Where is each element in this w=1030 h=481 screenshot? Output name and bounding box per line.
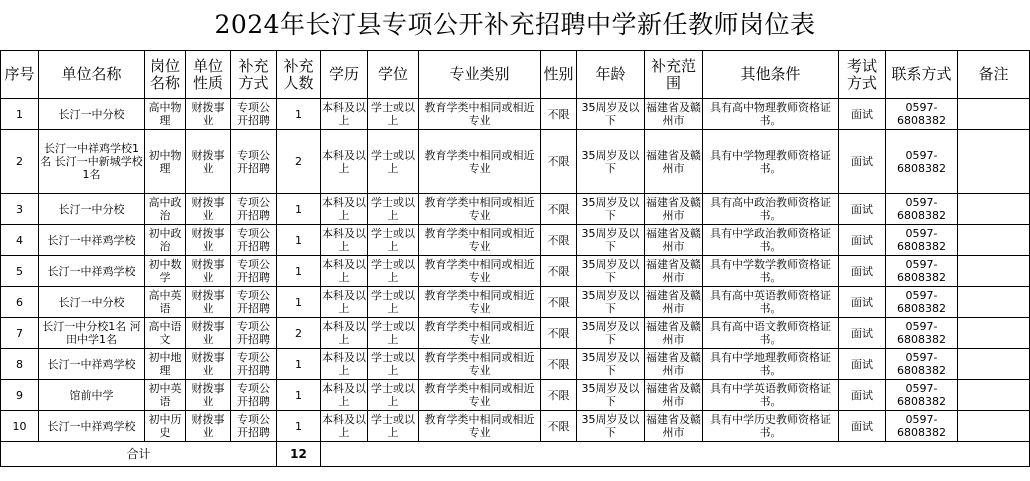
cell-count: 1 [277, 349, 321, 380]
cell-unit-type: 财拨事业 [186, 287, 231, 318]
cell-seq: 10 [1, 411, 39, 442]
cell-gender: 不限 [541, 349, 577, 380]
header-row [1, 51, 1030, 99]
cell-contact: 0597-6808382 [886, 380, 958, 411]
cell-post: 初中历史 [145, 411, 186, 442]
cell-method: 专项公开招聘 [231, 256, 277, 287]
header-unit: 单位名称 [39, 51, 145, 99]
cell-seq: 5 [1, 256, 39, 287]
cell-seq: 8 [1, 349, 39, 380]
total-count: 12 [277, 442, 321, 467]
cell-unit-type: 财拨事业 [186, 225, 231, 256]
header-age: 年龄 [577, 51, 645, 99]
cell-contact: 0597-6808382 [886, 130, 958, 194]
cell-education: 本科及以上 [321, 256, 368, 287]
cell-education: 本科及以上 [321, 225, 368, 256]
cell-seq: 3 [1, 194, 39, 225]
cell-scope: 福建省及赣州市 [645, 349, 703, 380]
cell-education: 本科及以上 [321, 130, 368, 194]
cell-remark [958, 349, 1030, 380]
cell-contact: 0597-6808382 [886, 194, 958, 225]
table-row [1, 194, 1030, 225]
total-label: 合计 [1, 442, 277, 467]
cell-major: 教育学类中相同或相近专业 [419, 256, 541, 287]
cell-major: 教育学类中相同或相近专业 [419, 99, 541, 130]
cell-gender: 不限 [541, 380, 577, 411]
cell-count: 1 [277, 225, 321, 256]
table-body [1, 99, 1030, 467]
cell-degree: 学士或以上 [368, 287, 419, 318]
cell-contact: 0597-6808382 [886, 287, 958, 318]
cell-degree: 学士或以上 [368, 130, 419, 194]
cell-seq: 6 [1, 287, 39, 318]
cell-method: 专项公开招聘 [231, 130, 277, 194]
cell-major: 教育学类中相同或相近专业 [419, 194, 541, 225]
cell-degree: 学士或以上 [368, 349, 419, 380]
header-major: 专业类别 [419, 51, 541, 99]
cell-age: 35周岁及以下 [577, 349, 645, 380]
cell-major: 教育学类中相同或相近专业 [419, 411, 541, 442]
cell-contact: 0597-6808382 [886, 256, 958, 287]
cell-unit: 馆前中学 [39, 380, 145, 411]
cell-gender: 不限 [541, 194, 577, 225]
cell-contact: 0597-6808382 [886, 225, 958, 256]
header-scope: 补充范围 [645, 51, 703, 99]
header-education: 学历 [321, 51, 368, 99]
cell-seq: 2 [1, 130, 39, 194]
cell-unit: 长汀一中祥鸡学校 [39, 256, 145, 287]
cell-scope: 福建省及赣州市 [645, 130, 703, 194]
table-row [1, 349, 1030, 380]
cell-method: 专项公开招聘 [231, 380, 277, 411]
header-contact: 联系方式 [886, 51, 958, 99]
recruitment-table [0, 50, 1030, 467]
cell-count: 2 [277, 318, 321, 349]
cell-remark [958, 287, 1030, 318]
cell-post: 初中英语 [145, 380, 186, 411]
cell-contact: 0597-6808382 [886, 99, 958, 130]
cell-exam: 面试 [839, 287, 886, 318]
cell-count: 1 [277, 194, 321, 225]
cell-other: 具有高中政治教师资格证书。 [703, 194, 839, 225]
cell-scope: 福建省及赣州市 [645, 411, 703, 442]
cell-method: 专项公开招聘 [231, 194, 277, 225]
cell-unit: 长汀一中祥鸡学校1名 长汀一中新城学校1名 [39, 130, 145, 194]
cell-post: 高中语文 [145, 318, 186, 349]
cell-scope: 福建省及赣州市 [645, 380, 703, 411]
cell-method: 专项公开招聘 [231, 318, 277, 349]
cell-method: 专项公开招聘 [231, 99, 277, 130]
table-row [1, 287, 1030, 318]
cell-count: 1 [277, 380, 321, 411]
cell-unit-type: 财拨事业 [186, 194, 231, 225]
header-exam: 考试方式 [839, 51, 886, 99]
cell-age: 35周岁及以下 [577, 411, 645, 442]
cell-remark [958, 256, 1030, 287]
cell-age: 35周岁及以下 [577, 318, 645, 349]
cell-post: 初中政治 [145, 225, 186, 256]
header-post: 岗位名称 [145, 51, 186, 99]
cell-major: 教育学类中相同或相近专业 [419, 380, 541, 411]
cell-exam: 面试 [839, 349, 886, 380]
table-row [1, 225, 1030, 256]
header-method: 补充方式 [231, 51, 277, 99]
cell-scope: 福建省及赣州市 [645, 99, 703, 130]
cell-remark [958, 318, 1030, 349]
cell-degree: 学士或以上 [368, 194, 419, 225]
cell-exam: 面试 [839, 411, 886, 442]
cell-unit-type: 财拨事业 [186, 411, 231, 442]
cell-post: 初中数学 [145, 256, 186, 287]
header-gender: 性别 [541, 51, 577, 99]
cell-degree: 学士或以上 [368, 411, 419, 442]
cell-education: 本科及以上 [321, 380, 368, 411]
cell-age: 35周岁及以下 [577, 225, 645, 256]
cell-other: 具有中学英语教师资格证书。 [703, 380, 839, 411]
cell-method: 专项公开招聘 [231, 225, 277, 256]
page-title: 2024年长汀县专项公开补充招聘中学新任教师岗位表 [214, 10, 816, 39]
cell-age: 35周岁及以下 [577, 130, 645, 194]
cell-other: 具有中学历史教师资格证书。 [703, 411, 839, 442]
cell-major: 教育学类中相同或相近专业 [419, 318, 541, 349]
cell-gender: 不限 [541, 287, 577, 318]
cell-other: 具有中学物理教师资格证书。 [703, 130, 839, 194]
cell-scope: 福建省及赣州市 [645, 318, 703, 349]
cell-method: 专项公开招聘 [231, 349, 277, 380]
cell-count: 2 [277, 130, 321, 194]
cell-other: 具有中学数学教师资格证书。 [703, 256, 839, 287]
cell-method: 专项公开招聘 [231, 411, 277, 442]
cell-age: 35周岁及以下 [577, 194, 645, 225]
table-row [1, 411, 1030, 442]
header-degree: 学位 [368, 51, 419, 99]
cell-scope: 福建省及赣州市 [645, 194, 703, 225]
cell-seq: 4 [1, 225, 39, 256]
cell-unit: 长汀一中祥鸡学校 [39, 411, 145, 442]
cell-major: 教育学类中相同或相近专业 [419, 130, 541, 194]
cell-count: 1 [277, 99, 321, 130]
table-row [1, 256, 1030, 287]
cell-remark [958, 380, 1030, 411]
cell-education: 本科及以上 [321, 411, 368, 442]
cell-other: 具有中学政治教师资格证书。 [703, 225, 839, 256]
cell-degree: 学士或以上 [368, 380, 419, 411]
cell-major: 教育学类中相同或相近专业 [419, 225, 541, 256]
cell-remark [958, 130, 1030, 194]
cell-age: 35周岁及以下 [577, 256, 645, 287]
cell-remark [958, 225, 1030, 256]
cell-exam: 面试 [839, 99, 886, 130]
cell-unit: 长汀一中祥鸡学校 [39, 349, 145, 380]
cell-scope: 福建省及赣州市 [645, 225, 703, 256]
table-row [1, 130, 1030, 194]
total-row [1, 442, 1030, 467]
header-other: 其他条件 [703, 51, 839, 99]
header-count: 补充人数 [277, 51, 321, 99]
header-unit-type: 单位性质 [186, 51, 231, 99]
cell-gender: 不限 [541, 225, 577, 256]
cell-major: 教育学类中相同或相近专业 [419, 287, 541, 318]
table-row [1, 380, 1030, 411]
cell-post: 高中物理 [145, 99, 186, 130]
table-row [1, 99, 1030, 130]
cell-degree: 学士或以上 [368, 318, 419, 349]
cell-age: 35周岁及以下 [577, 99, 645, 130]
cell-seq: 7 [1, 318, 39, 349]
cell-exam: 面试 [839, 130, 886, 194]
cell-count: 1 [277, 287, 321, 318]
cell-degree: 学士或以上 [368, 225, 419, 256]
cell-post: 初中地理 [145, 349, 186, 380]
cell-education: 本科及以上 [321, 99, 368, 130]
cell-other: 具有高中语文教师资格证书。 [703, 318, 839, 349]
cell-scope: 福建省及赣州市 [645, 256, 703, 287]
cell-scope: 福建省及赣州市 [645, 287, 703, 318]
cell-unit-type: 财拨事业 [186, 99, 231, 130]
cell-education: 本科及以上 [321, 194, 368, 225]
cell-other: 具有高中英语教师资格证书。 [703, 287, 839, 318]
cell-exam: 面试 [839, 256, 886, 287]
cell-post: 初中物理 [145, 130, 186, 194]
cell-unit-type: 财拨事业 [186, 349, 231, 380]
table-row [1, 318, 1030, 349]
cell-method: 专项公开招聘 [231, 287, 277, 318]
cell-exam: 面试 [839, 225, 886, 256]
cell-unit-type: 财拨事业 [186, 256, 231, 287]
cell-education: 本科及以上 [321, 349, 368, 380]
cell-contact: 0597-6808382 [886, 318, 958, 349]
cell-count: 1 [277, 256, 321, 287]
cell-gender: 不限 [541, 318, 577, 349]
cell-major: 教育学类中相同或相近专业 [419, 349, 541, 380]
cell-exam: 面试 [839, 318, 886, 349]
cell-other: 具有高中物理教师资格证书。 [703, 99, 839, 130]
cell-unit-type: 财拨事业 [186, 130, 231, 194]
cell-remark [958, 99, 1030, 130]
cell-gender: 不限 [541, 256, 577, 287]
cell-remark [958, 194, 1030, 225]
cell-post: 高中英语 [145, 287, 186, 318]
header-remark: 备注 [958, 51, 1030, 99]
cell-count: 1 [277, 411, 321, 442]
cell-unit: 长汀一中分校 [39, 194, 145, 225]
cell-contact: 0597-6808382 [886, 411, 958, 442]
cell-gender: 不限 [541, 411, 577, 442]
header-seq: 序号 [1, 51, 39, 99]
cell-contact: 0597-6808382 [886, 349, 958, 380]
cell-seq: 1 [1, 99, 39, 130]
cell-degree: 学士或以上 [368, 99, 419, 130]
cell-education: 本科及以上 [321, 318, 368, 349]
cell-age: 35周岁及以下 [577, 287, 645, 318]
cell-exam: 面试 [839, 194, 886, 225]
cell-unit: 长汀一中分校1名 河田中学1名 [39, 318, 145, 349]
cell-unit: 长汀一中分校 [39, 287, 145, 318]
cell-post: 高中政治 [145, 194, 186, 225]
cell-age: 35周岁及以下 [577, 380, 645, 411]
cell-gender: 不限 [541, 99, 577, 130]
cell-unit-type: 财拨事业 [186, 318, 231, 349]
cell-exam: 面试 [839, 380, 886, 411]
cell-gender: 不限 [541, 130, 577, 194]
cell-remark [958, 411, 1030, 442]
cell-unit-type: 财拨事业 [186, 380, 231, 411]
cell-education: 本科及以上 [321, 287, 368, 318]
cell-other: 具有中学地理教师资格证书。 [703, 349, 839, 380]
cell-seq: 9 [1, 380, 39, 411]
cell-degree: 学士或以上 [368, 256, 419, 287]
cell-unit: 长汀一中分校 [39, 99, 145, 130]
total-empty-cell [321, 442, 1030, 467]
cell-unit: 长汀一中祥鸡学校 [39, 225, 145, 256]
